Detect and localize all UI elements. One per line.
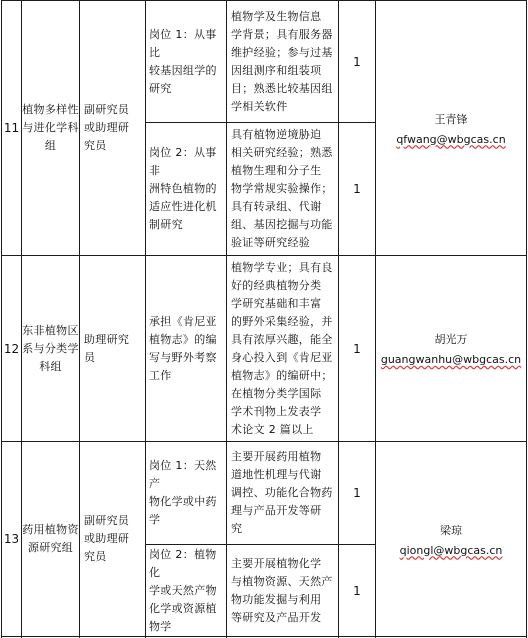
contact-name: 王青锋: [434, 112, 468, 126]
row-border-bottom: [1, 636, 527, 637]
department-name: 植物多样性 与进化学科 组: [22, 103, 79, 152]
table-border-right: [526, 0, 527, 638]
job-title-cell: [80, 1, 145, 255]
headcount: 1: [353, 54, 361, 69]
requirement-cell: [227, 123, 338, 255]
headcount: 1: [353, 341, 361, 356]
job-title: 副研究员 或助理研 究员: [84, 514, 130, 563]
job-title: 助理研究 员: [84, 332, 130, 364]
headcount: 1: [353, 486, 361, 500]
position-cell: [146, 442, 226, 544]
requirement-cell: [227, 545, 338, 636]
contact-name: 梁琼: [440, 523, 462, 537]
requirement-text: 植物学专业；具有良 好的经典植物分类 学研究基础和丰富 的野外采集经验，并 具有浓厚兴趣，能全 身心投入到《肯尼亚 植物志》的编研中； 在植物分类学国际 学术刊物上发表学 术论文 2 篇以上: [231, 260, 333, 436]
headcount-cell: [339, 1, 375, 122]
contact-email-link[interactable]: qiongl@wbgcas.cn: [399, 543, 503, 557]
requirement-cell: [227, 442, 338, 544]
contact-cell: [376, 442, 526, 636]
department-cell: [22, 442, 79, 636]
contact-cell: [376, 256, 526, 441]
contact-name: 胡光万: [434, 333, 468, 346]
requirement-text: 主要开展植物化学 与植物资源、天然产 物功能发掘与利用 等研究及产品开发: [231, 556, 333, 624]
position-cell: [146, 256, 226, 441]
position-name: 岗位 2：植物化 学或天然产物 化学或资源植 物学: [149, 547, 217, 633]
requirement-cell: [227, 256, 338, 441]
contact-email-link[interactable]: qfwang@wbgcas.cn: [396, 132, 506, 146]
position-name: 承担《肯尼亚 植物志》的编 写与野外考察 工作: [149, 314, 217, 382]
row-number: [2, 1, 21, 255]
position-cell: [146, 545, 226, 636]
job-title: 副研究员 或助理研 究员: [84, 103, 130, 152]
row-number: [2, 442, 21, 636]
position-cell: [146, 123, 226, 255]
contact-cell: [376, 1, 526, 255]
department-name: 东非植物区 系与分类学 科组: [22, 323, 79, 373]
position-name: 岗位 2：从事非 洲特色植物的 适应性进化机 制研究: [149, 146, 217, 231]
headcount: 1: [353, 182, 361, 196]
requirement-cell: [227, 1, 338, 122]
job-title-cell: [80, 442, 145, 636]
row-number: [2, 256, 21, 441]
headcount-cell: [339, 256, 375, 441]
row-number-text: 12: [3, 341, 20, 356]
headcount-cell: [339, 442, 375, 544]
department-cell: [22, 256, 79, 441]
requirement-text: 植物学及生物信息 学背景；具有服务器 维护经验；参与过基 因组测序和组装项 目；熟悉比较基因组 学相关软件: [231, 9, 333, 113]
headcount-cell: [339, 123, 375, 255]
row-number-text: 13: [3, 532, 20, 546]
requirement-text: 具有植物逆境胁迫 相关研究经验；熟悉 植物生理和分子生 物学常规实验操作； 具有转录组、代谢 组、基因挖掘与功能 验证等研究经验: [231, 128, 333, 249]
position-name: 岗位 1：从事比 较基因组学的 研究: [149, 27, 217, 95]
contact-email-link[interactable]: guangwanhu@wbgcas.cn: [380, 353, 522, 366]
department-cell: [22, 1, 79, 255]
row-number-text: 11: [3, 121, 20, 135]
job-title-cell: [80, 256, 145, 441]
headcount-cell: [339, 545, 375, 636]
position-cell: [146, 1, 226, 122]
headcount: 1: [353, 583, 361, 598]
requirement-text: 主要开展药用植物 道地性机理与代谢 调控、功能化合物药 理与产品开发等研 究: [231, 450, 333, 535]
position-name: 岗位 1：天然产 物化学或中药 学: [149, 459, 217, 526]
department-name: 药用植物资 源研究组: [22, 523, 79, 554]
